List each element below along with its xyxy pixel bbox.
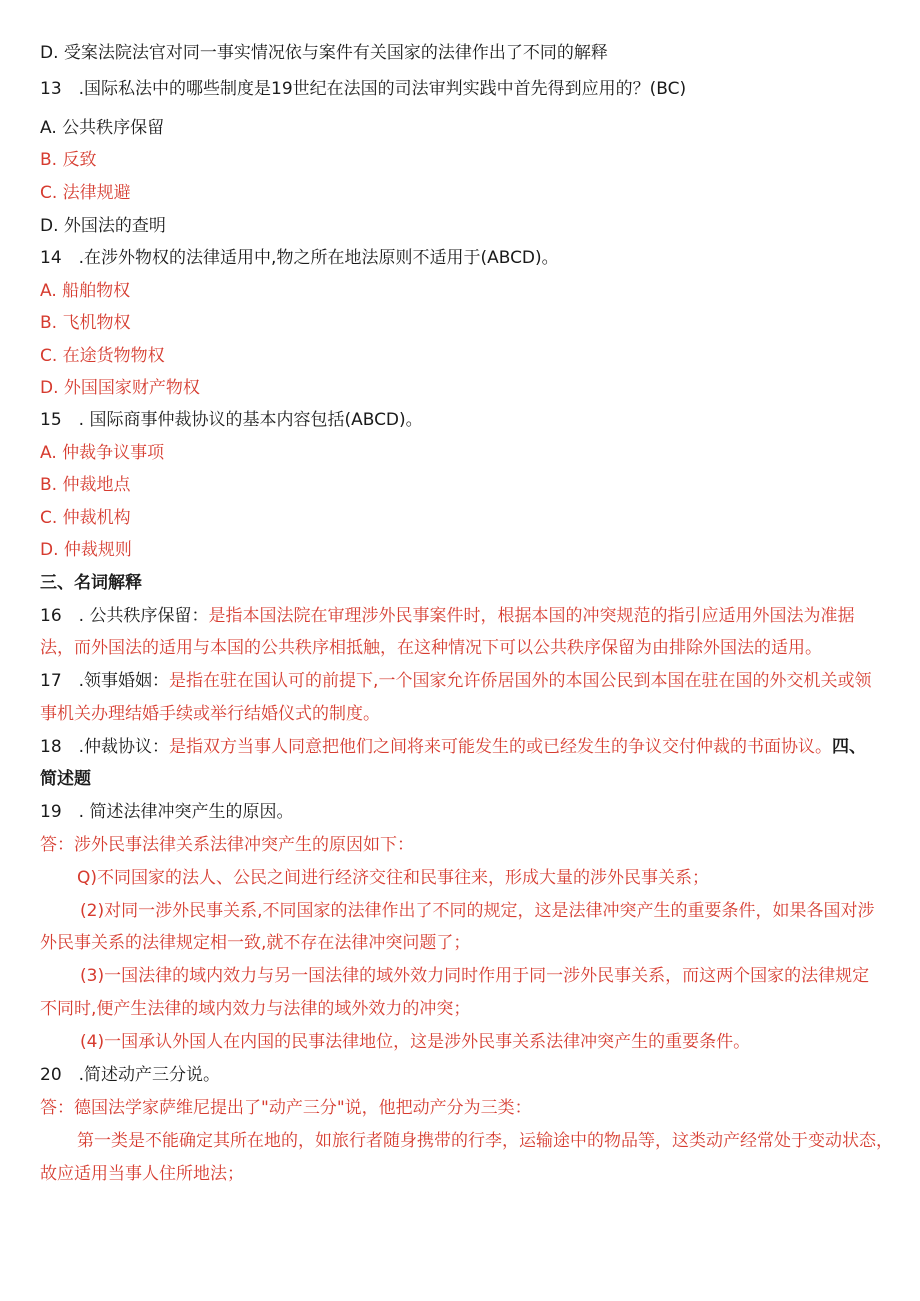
q19-point-3-line1: (3)一国法律的域内效力与另一国法律的域外效力同时作用于同一涉外民事关系，而这两个国家的法律规定 [80,966,870,986]
q17-answer-2: 事机关办理结婚手续或举行结婚仪式的制度。 [40,704,380,724]
q20-para1-line2: 故应适用当事人住所地法； [40,1164,244,1184]
section3-heading: 三、名词解释 [40,573,142,593]
q19-point-1: Q)不同国家的法人、公民之间进行经济交往和民事往来，形成大量的涉外民事关系； [77,868,710,888]
q15-stem: 15 . 国际商事仲裁协议的基本内容包括(ABCD)。 [40,410,423,430]
q18-label: 18 .仲裁协议： [40,737,170,757]
q17-label: 17 .领事婚姻： [40,671,170,691]
q16-answer-1: 是指本国法院在审理涉外民事案件时，根据本国的冲突规范的指引应适用外国法为准据 [208,606,855,626]
q15-option-a: A. 仲裁争议事项 [40,443,165,463]
q13-option-b: B. 反致 [40,150,97,170]
q14-stem: 14 .在涉外物权的法律适用中,物之所在地法原则不适用于(ABCD)。 [40,248,559,268]
q20-stem: 20 .简述动产三分说。 [40,1065,221,1085]
q19-point-2-line1: (2)对同一涉外民事关系,不同国家的法律作出了不同的规定，这是法律冲突产生的重要条件，如果各国对涉 [80,901,875,921]
section4-heading-part2: 简述题 [40,769,91,789]
q14-option-d: D. 外国国家财产物权 [40,378,200,398]
q12-option-d: D. 受案法院法官对同一事实情况依与案件有关国家的法律作出了不同的解释 [40,43,608,63]
q15-option-d: D. 仲裁规则 [40,540,132,560]
q13-option-c: C. 法律规避 [40,183,131,203]
q17-answer-1: 是指在驻在国认可的前提下,一个国家允许侨居国外的本国公民到本国在驻在国的外交机关或领 [169,671,872,691]
q13-stem: 13 .国际私法中的哪些制度是19世纪在法国的司法审判实践中首先得到应用的？(BC) [40,79,687,99]
q19-stem: 19 . 简述法律冲突产生的原因。 [40,802,294,822]
q18-line1 [40,735,866,759]
q15-option-b: B. 仲裁地点 [40,475,131,495]
q20-answer-intro: 答：德国法学家萨维尼提出了"动产三分"说，他把动产分为三类： [40,1098,532,1118]
q15-option-c: C. 仲裁机构 [40,508,131,528]
q16-line1 [40,604,854,628]
q13-option-d: D. 外国法的查明 [40,216,166,236]
q14-option-c: C. 在途货物物权 [40,346,165,366]
q16-label: 16 . 公共秩序保留： [40,606,209,626]
q14-option-b: B. 飞机物权 [40,313,131,333]
q17-line1 [40,669,871,693]
q18-answer: 是指双方当事人同意把他们之间将来可能发生的或已经发生的争议交付仲裁的书面协议。 [169,737,833,757]
q19-point-3-line2: 不同时,便产生法律的域内效力与法律的域外效力的冲突； [40,999,471,1019]
section4-heading-part1: 四、 [832,737,867,757]
q19-answer-intro: 答：涉外民事法律关系法律冲突产生的原因如下： [40,835,414,855]
q19-point-4: (4)一国承认外国人在内国的民事法律地位，这是涉外民事关系法律冲突产生的重要条件。 [80,1032,751,1052]
q19-point-2-line2: 外民事关系的法律规定相一致,就不存在法律冲突问题了； [40,933,471,953]
q14-option-a: A. 船舶物权 [40,281,131,301]
q20-para1-line1: 第一类是不能确定其所在地的，如旅行者随身携带的行李，运输途中的物品等，这类动产经常处于变动状态， [77,1131,893,1151]
q16-answer-2: 法，而外国法的适用与本国的公共秩序相抵触，在这种情况下可以公共秩序保留为由排除外国法的适用。 [40,638,822,658]
q13-option-a: A. 公共秩序保留 [40,118,165,138]
